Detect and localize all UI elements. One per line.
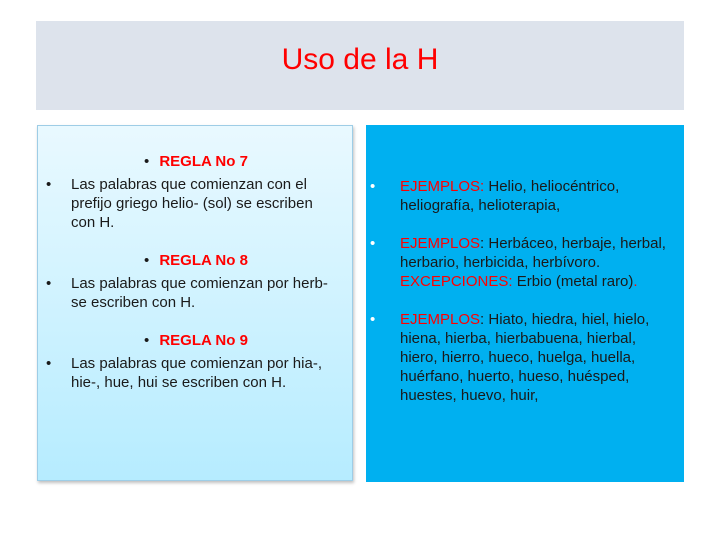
rule-heading-7: [38, 152, 354, 171]
exceptions-label: EXCEPCIONES:: [400, 273, 513, 290]
rule-description-text: Las palabras que comienzan con el prefijo griego helio- (sol) se escriben con H.: [71, 176, 313, 231]
rule-heading-8: [38, 251, 354, 270]
rule-heading-text: REGLA No 7: [159, 153, 248, 170]
example-item-herb: [366, 234, 684, 291]
bullet-icon: •: [144, 153, 150, 170]
rules-panel: [37, 125, 353, 481]
bullet-icon: •: [144, 252, 150, 269]
rule-heading-9: [38, 331, 354, 350]
rule-description-text: Las palabras que comienzan por hia-, hie-, hue, hui se escriben con H.: [71, 355, 322, 391]
bullet-icon: •: [46, 275, 52, 292]
spacer: [366, 291, 684, 310]
rule-heading-text: REGLA No 8: [159, 252, 248, 269]
bullet-icon: •: [46, 176, 52, 193]
bullet-icon: •: [46, 355, 52, 372]
rule-description-text: Las palabras que comienzan por herb- se escriben con H.: [71, 275, 328, 311]
examples-label: EJEMPLOS: [400, 311, 481, 328]
exceptions-end: .: [633, 273, 638, 290]
exceptions-text: Erbio (metal raro): [512, 273, 634, 290]
examples-text: : Hiato, hiedra, hiel, hielo, hiena, hierba, hierbabuena, hierbal, hiero, hierro, hueco, huelga, huella, huérfano, huerto, hueso, huésped, huestes, huevo, huir,: [400, 311, 650, 404]
rule-description-9: [38, 354, 354, 392]
spacer: [38, 312, 354, 331]
bullet-icon: •: [370, 311, 376, 328]
title-bar: [36, 21, 684, 110]
example-item-helio: [366, 177, 684, 215]
examples-label: EJEMPLOS: [400, 235, 481, 252]
rule-description-7: [38, 175, 354, 232]
bullet-icon: •: [370, 235, 376, 252]
slide-title: Uso de la H: [281, 43, 439, 76]
examples-text: : Herbáceo, herbaje, herbal, herbario, herbicida, herbívoro.: [400, 235, 666, 271]
examples-text: Helio, heliocéntrico, heliografía, helioterapia,: [400, 178, 620, 214]
spacer: [366, 215, 684, 234]
examples-list: [366, 177, 684, 405]
rule-heading-text: REGLA No 9: [159, 332, 248, 349]
spacer: [38, 232, 354, 251]
examples-panel: [366, 125, 684, 482]
bullet-icon: •: [370, 178, 376, 195]
rule-description-8: [38, 274, 354, 312]
rules-list: [38, 152, 354, 392]
example-item-hie: [366, 310, 684, 405]
examples-label: EJEMPLOS:: [400, 178, 485, 195]
bullet-icon: •: [144, 332, 150, 349]
